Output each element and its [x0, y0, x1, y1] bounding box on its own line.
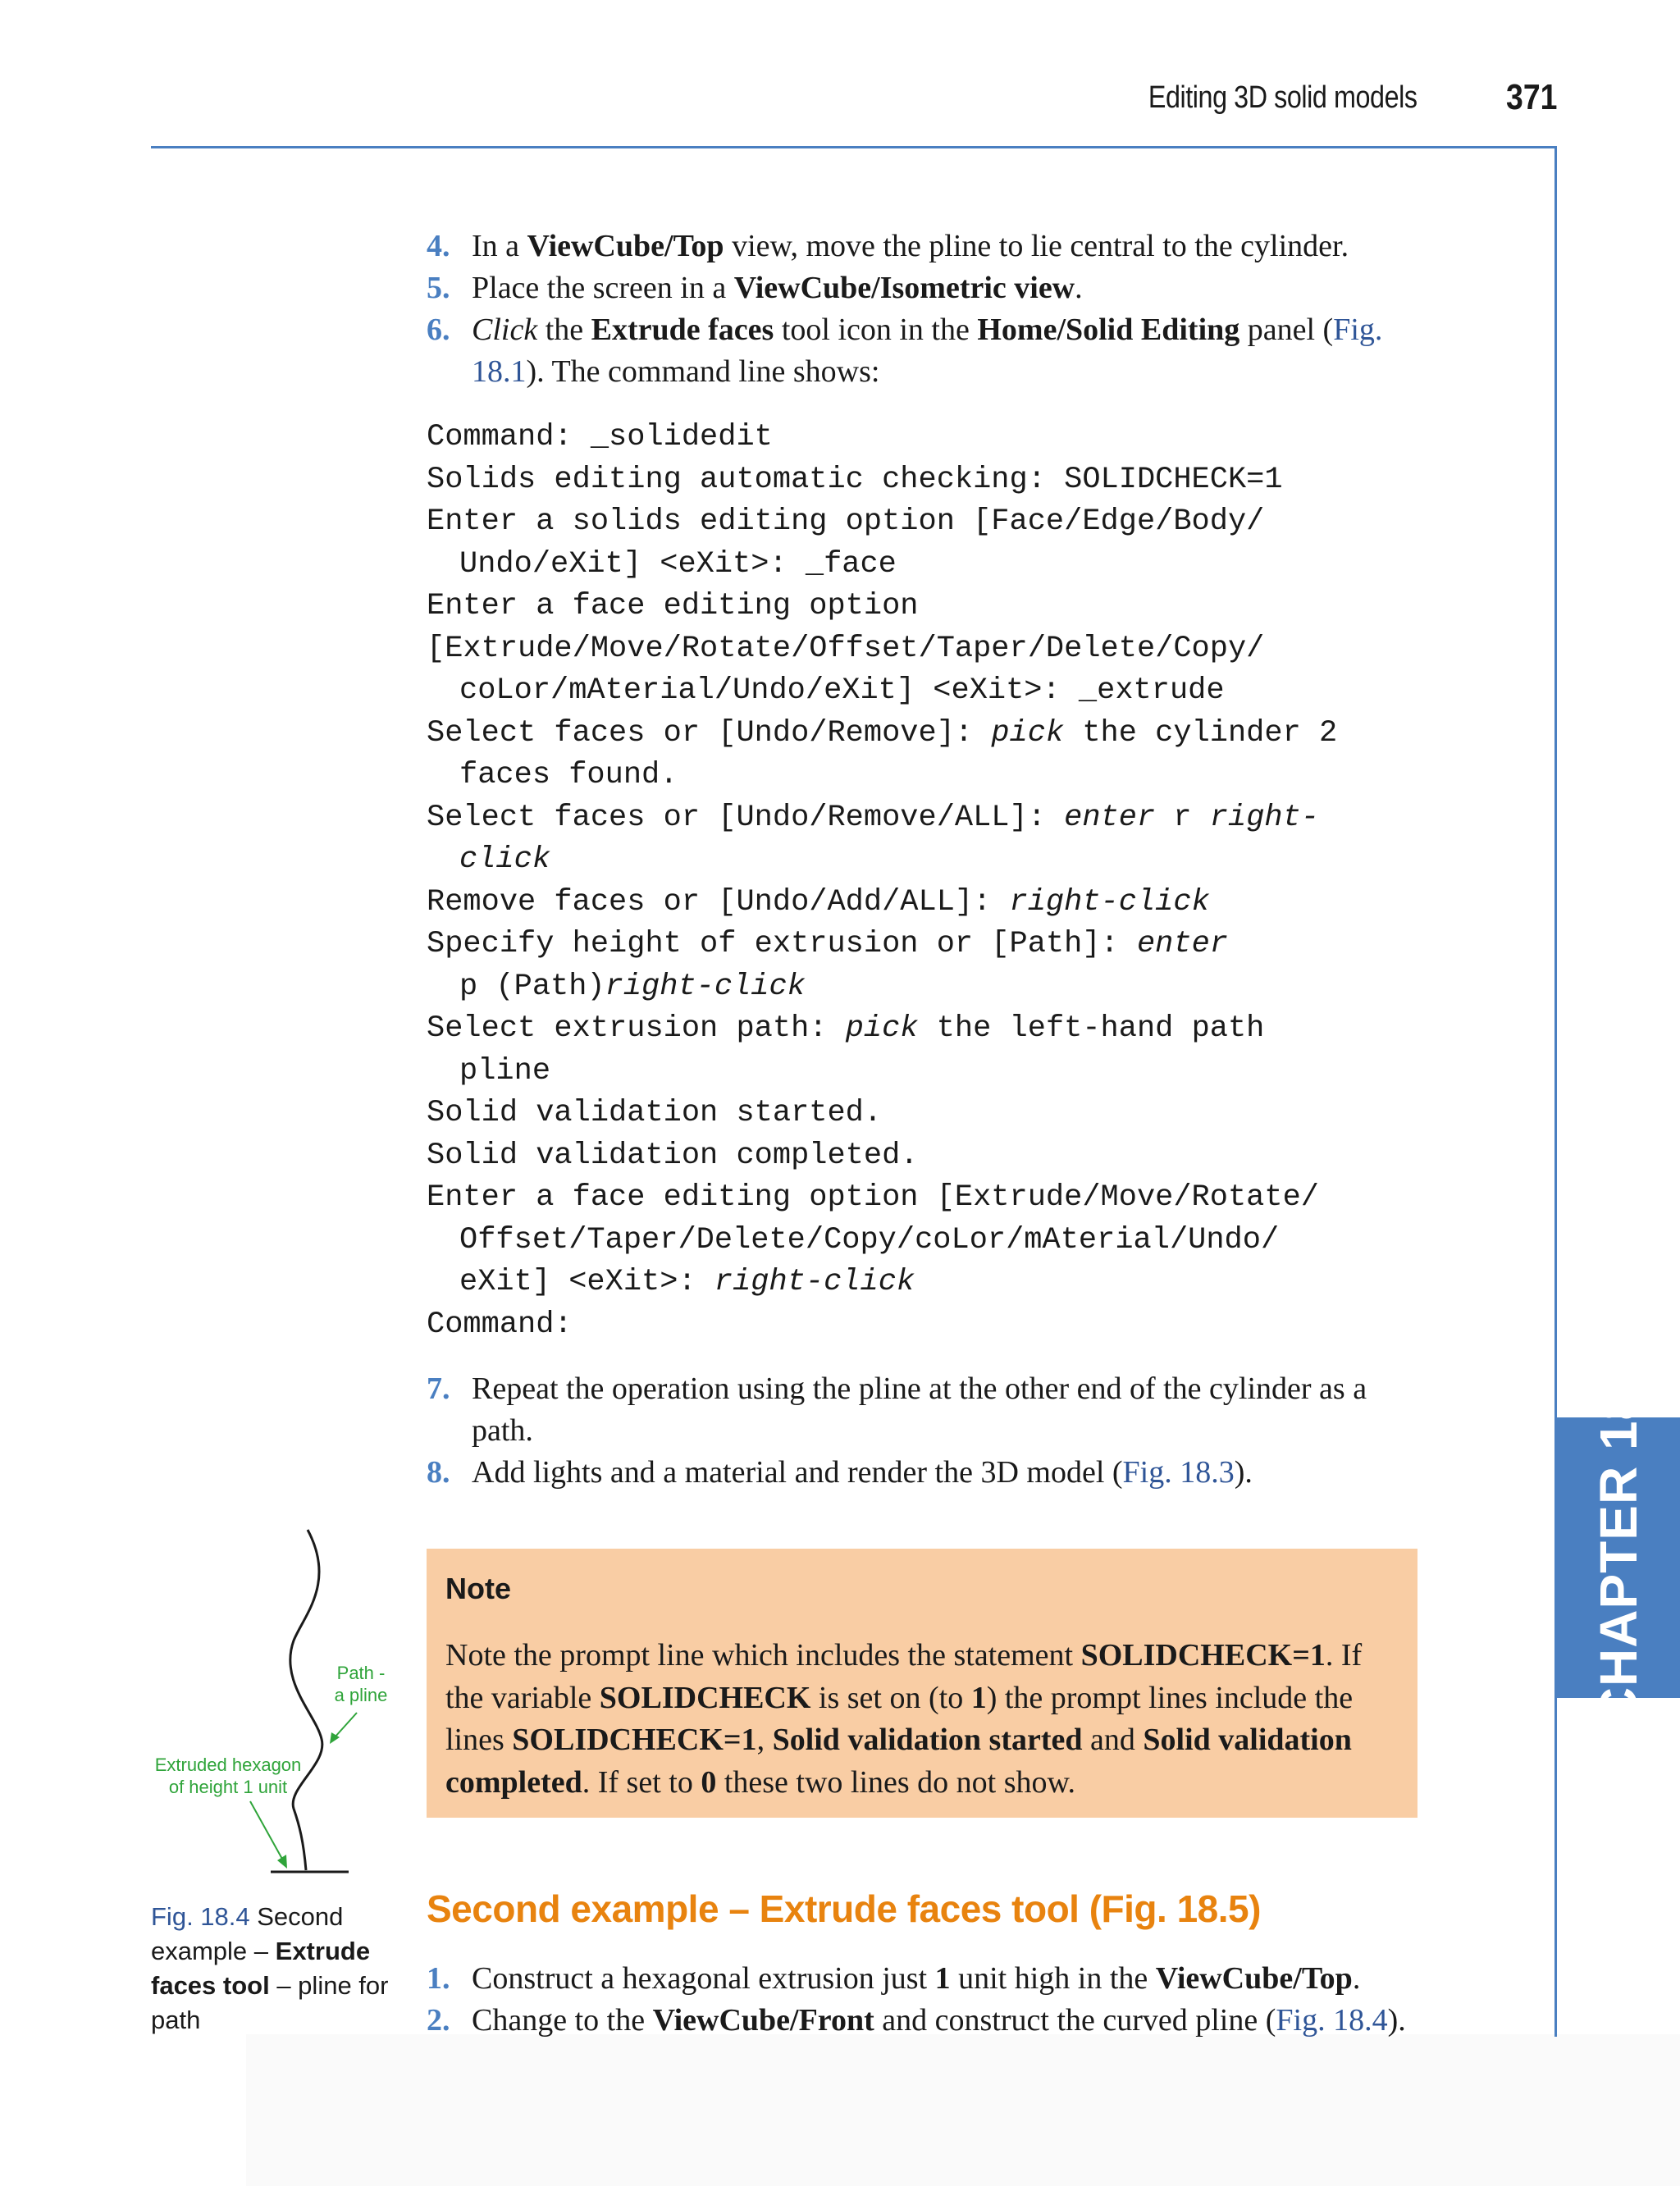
- text-run: right-: [1209, 800, 1320, 835]
- command-line: [427, 1220, 1337, 1262]
- text-run: pline: [459, 1053, 551, 1088]
- command-line: [427, 1304, 1337, 1347]
- text-run: ).: [1387, 2003, 1406, 2038]
- command-line: [427, 628, 1337, 671]
- text-run: enter: [1064, 800, 1156, 835]
- step-text: [472, 226, 1427, 267]
- text-run: view, move the pline to lie central to the cylinder.: [724, 229, 1349, 263]
- text-run: ViewCube/Top: [527, 229, 724, 263]
- command-line: [427, 670, 1337, 713]
- text-run: Repeat the operation using the pline at the other end of the cylinder as a path.: [472, 1371, 1367, 1448]
- command-line: [427, 544, 1337, 586]
- text-run: these two lines do not show.: [716, 1764, 1075, 1800]
- step-text: [472, 309, 1427, 393]
- step-text: [472, 1452, 1427, 1494]
- command-line: [427, 966, 1337, 1009]
- step-number: 8.: [427, 1455, 450, 1490]
- command-line: [427, 839, 1337, 882]
- text-run: Remove faces or [Undo/Add/ALL]:: [427, 884, 1010, 920]
- section-heading: Second example – Extrude faces tool (Fig. 18.5): [427, 1887, 1261, 1930]
- text-run: Place the screen in a: [472, 271, 734, 305]
- command-line: [427, 1262, 1337, 1304]
- text-run: Note the prompt line which includes the statement: [445, 1638, 1081, 1673]
- chapter-tab-label: CHAPTER 18: [1589, 1390, 1648, 1726]
- text-run: Select faces or [Undo/Remove]:: [427, 715, 992, 751]
- text-run: right-click: [1009, 884, 1210, 920]
- note-title: Note: [445, 1572, 511, 1605]
- command-line: [427, 713, 1337, 755]
- text-run: Enter a solids editing option [Face/Edge/Body/: [427, 504, 1265, 539]
- text-run: right-click: [714, 1265, 915, 1299]
- text-run: the: [537, 313, 591, 347]
- text-run: Add lights and a material and render the 3D model (: [472, 1455, 1123, 1490]
- text-run: and: [1082, 1723, 1144, 1757]
- text-run: click: [459, 842, 551, 877]
- command-line: [427, 882, 1337, 924]
- text-run: panel (: [1239, 313, 1334, 347]
- text-run: Specify height of extrusion or [Path]:: [427, 927, 1137, 961]
- text-run: ViewCube/Front: [652, 2003, 874, 2038]
- figure-caption: [151, 1900, 389, 2038]
- text-run: 1: [934, 1961, 951, 1996]
- step-text: [472, 267, 1427, 309]
- text-run: ). The command line shows:: [526, 354, 880, 389]
- text-run: eXit] <eXit>:: [459, 1265, 714, 1299]
- text-run: faces found.: [459, 758, 678, 792]
- step-text: [472, 1368, 1427, 1452]
- figure-reference: Fig. 18.1: [472, 313, 1383, 389]
- figure-reference: Fig. 18.3: [1122, 1455, 1235, 1490]
- step-item: [427, 1452, 1427, 1494]
- step-text: [472, 1958, 1427, 2000]
- command-line: [427, 755, 1337, 797]
- step-item: [427, 309, 1427, 393]
- text-run: the cylinder 2: [1064, 715, 1338, 751]
- text-run: ViewCube/Isometric view: [733, 271, 1075, 305]
- command-line: [427, 1177, 1337, 1220]
- command-line: [427, 1135, 1337, 1178]
- steps-list-c: [427, 1958, 1427, 2042]
- text-run: Extrude faces: [591, 313, 774, 347]
- text-run: Select extrusion path:: [427, 1011, 846, 1046]
- command-line: [427, 1008, 1337, 1051]
- text-run: r: [1155, 800, 1210, 835]
- command-line: [427, 501, 1337, 544]
- step-item: [427, 1958, 1427, 2000]
- step-item: [427, 2000, 1427, 2042]
- command-line-block: [427, 417, 1337, 1346]
- note-box: [427, 1549, 1418, 1818]
- running-header-title: Editing 3D solid models: [1148, 80, 1418, 115]
- text-run: [Extrude/Move/Rotate/Offset/Taper/Delete/Copy/: [427, 631, 1265, 666]
- text-run: In a: [472, 229, 527, 263]
- text-run: Change to the: [472, 2003, 653, 2038]
- command-line: [427, 924, 1337, 966]
- text-run: is set on (to: [810, 1680, 971, 1715]
- text-run: coLor/mAterial/Undo/eXit] <eXit>: _extrude: [459, 673, 1225, 708]
- text-run: Click: [472, 313, 538, 347]
- text-run: Command:: [427, 1307, 573, 1342]
- command-line: [427, 1093, 1337, 1135]
- figure-reference: Fig. 18.4: [1276, 2003, 1388, 2038]
- text-run: and construct the curved pline (: [874, 2003, 1276, 2038]
- text-run: Enter a face editing option: [427, 589, 919, 623]
- text-run: . If set to: [582, 1764, 701, 1800]
- text-run: Second example –: [151, 1902, 344, 1965]
- step-item: [427, 226, 1427, 267]
- step-text: [472, 2000, 1427, 2042]
- text-run: – pline for path: [151, 1971, 389, 2034]
- steps-list-b: [427, 1368, 1427, 1494]
- text-run: .: [1352, 1961, 1361, 1996]
- text-run: .: [1075, 271, 1083, 305]
- text-run: Solid validation completed: [445, 1723, 1352, 1800]
- note-body: [445, 1635, 1405, 1804]
- step-item: [427, 1368, 1427, 1452]
- command-line: [427, 797, 1337, 840]
- page-bottom-shade: [246, 2034, 1680, 2186]
- figure-label-path: Path - a pline: [334, 1663, 388, 1705]
- text-run: Home/Solid Editing: [977, 313, 1240, 347]
- text-run: SOLIDCHECK: [599, 1680, 811, 1715]
- path-leader-line: [335, 1713, 357, 1737]
- hexagon-arrowhead: [277, 1855, 287, 1869]
- text-run: right-click: [605, 969, 806, 1004]
- chapter-tab: [1557, 1390, 1680, 1726]
- text-run: the left-hand path: [918, 1011, 1265, 1046]
- text-run: pick: [845, 1011, 919, 1046]
- header-rule: [151, 146, 1557, 148]
- command-line: [427, 459, 1337, 502]
- text-run: ,: [756, 1723, 773, 1757]
- text-run: p (Path): [459, 969, 605, 1004]
- page-number: 371: [1505, 77, 1557, 117]
- step-item: [427, 267, 1427, 309]
- text-run: Solid validation started: [772, 1723, 1083, 1757]
- steps-list-a: [427, 226, 1427, 393]
- text-run: Command: _solidedit: [427, 420, 773, 454]
- text-run: tool icon in the: [774, 313, 978, 347]
- figure-reference: Fig. 18.4: [151, 1902, 250, 1931]
- step-number: 4.: [427, 229, 450, 263]
- step-number: 7.: [427, 1371, 450, 1406]
- command-line: [427, 586, 1337, 628]
- hexagon-leader-line: [250, 1801, 283, 1860]
- text-run: unit high in the: [950, 1961, 1156, 1996]
- text-run: ViewCube/Top: [1155, 1961, 1353, 1996]
- text-run: Solids editing automatic checking: SOLIDCHECK=1: [427, 462, 1283, 497]
- step-number: 2.: [427, 2003, 450, 2038]
- command-line: [427, 417, 1337, 459]
- text-run: SOLIDCHECK=1: [1080, 1638, 1326, 1673]
- figure-label-hexagon: Extruded hexagon of height 1 unit: [154, 1755, 302, 1797]
- text-run: ) the prompt lines include the lines: [445, 1680, 1354, 1757]
- text-run: 1: [970, 1680, 987, 1715]
- text-run: Offset/Taper/Delete/Copy/coLor/mAterial/Undo/: [459, 1222, 1280, 1257]
- text-run: ).: [1234, 1455, 1253, 1490]
- text-run: . If the variable: [445, 1638, 1363, 1715]
- text-run: enter: [1136, 927, 1228, 961]
- text-run: Select faces or [Undo/Remove/ALL]:: [427, 800, 1065, 835]
- step-number: 6.: [427, 313, 450, 347]
- text-run: SOLIDCHECK=1: [512, 1723, 757, 1757]
- step-number: 5.: [427, 271, 450, 305]
- text-run: pick: [991, 715, 1065, 751]
- text-run: 0: [701, 1764, 717, 1800]
- text-run: Solid validation completed.: [427, 1138, 919, 1173]
- text-run: Enter a face editing option [Extrude/Move/Rotate/: [427, 1180, 1319, 1215]
- text-run: Undo/eXit] <eXit>: _face: [459, 546, 897, 582]
- text-run: Solid validation started.: [427, 1096, 883, 1130]
- margin-rule: [1554, 146, 1557, 2037]
- text-run: Construct a hexagonal extrusion just: [472, 1961, 935, 1996]
- text-run: Extrude faces tool: [151, 1937, 371, 2000]
- step-number: 1.: [427, 1961, 450, 1996]
- command-line: [427, 1051, 1337, 1093]
